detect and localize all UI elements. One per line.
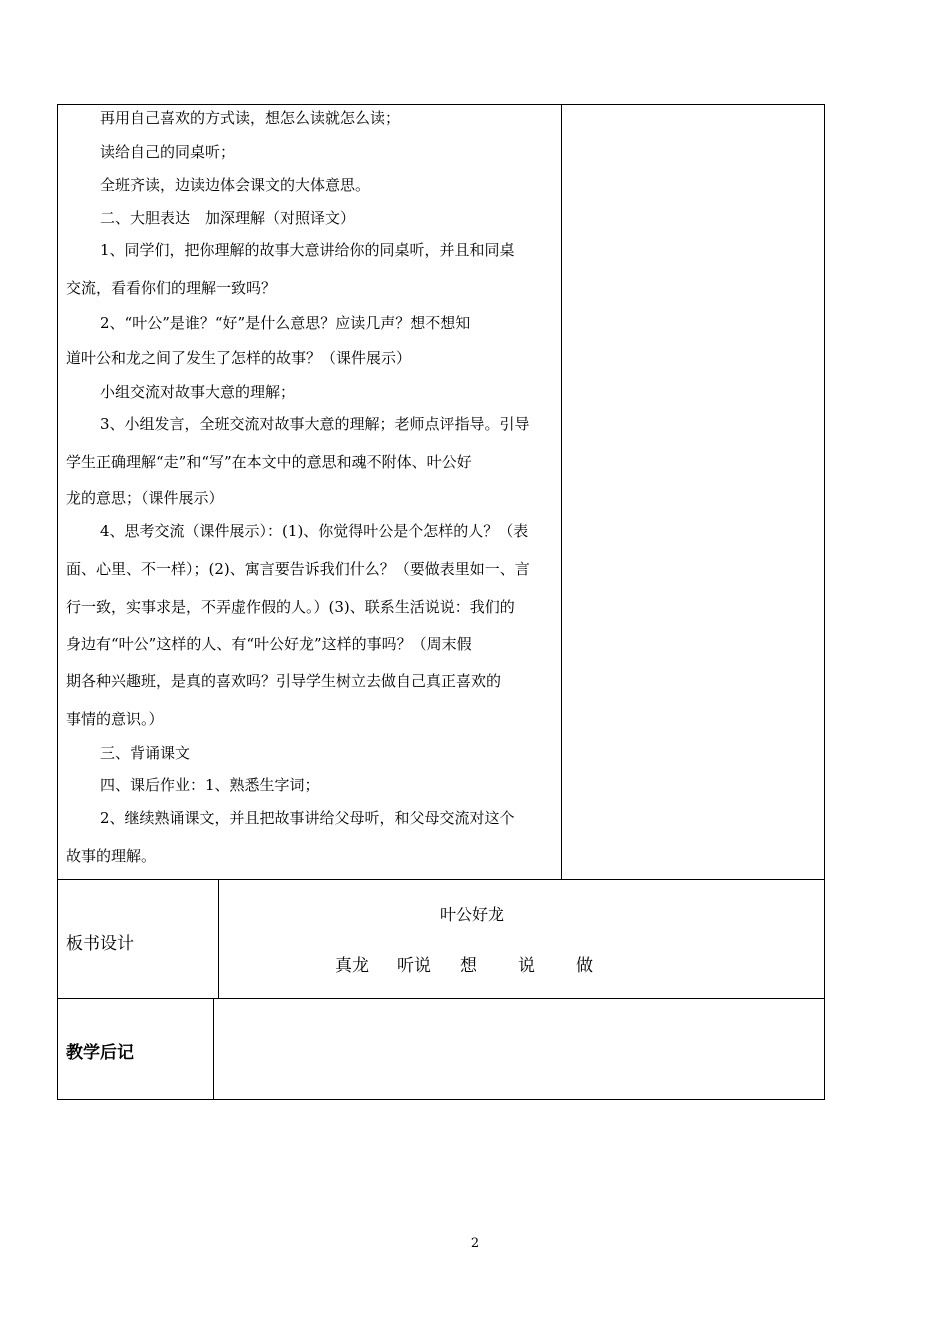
column-divider-postscript xyxy=(213,998,214,1099)
board-word: 说 xyxy=(518,956,535,976)
paragraph: 故事的理解。 xyxy=(66,847,157,865)
paragraph: 1、同学们，把你理解的故事大意讲给你的同桌听，并且和同桌 xyxy=(100,241,515,259)
postscript-label: 教学后记 xyxy=(66,1043,134,1063)
table-border-bottom xyxy=(57,1099,825,1100)
table-border-left xyxy=(57,104,58,1100)
paragraph: 龙的意思；（课件展示） xyxy=(66,489,224,507)
paragraph: 交流，看看你们的理解一致吗？ xyxy=(66,279,277,297)
page-number: 2 xyxy=(470,1236,480,1251)
board-word: 想 xyxy=(460,956,477,976)
paragraph: 事情的意识。） xyxy=(66,710,164,728)
paragraph: 四、课后作业：1、熟悉生字词； xyxy=(100,776,320,794)
paragraph: 学生正确理解“走”和“写”在本文中的意思和魂不附体、叶公好 xyxy=(66,453,472,471)
board-word: 真龙 xyxy=(335,956,369,976)
paragraph: 4、思考交流（课件展示）：(1)、你觉得叶公是个怎样的人？（表 xyxy=(100,522,529,540)
board-word: 听说 xyxy=(397,956,431,976)
table-border-right xyxy=(824,104,825,1100)
row-divider-2 xyxy=(57,998,825,999)
paragraph: 期各种兴趣班，是真的喜欢吗？引导学生树立去做自己真正喜欢的 xyxy=(66,672,502,690)
paragraph: 三、背诵课文 xyxy=(100,744,191,762)
paragraph: 再用自己喜欢的方式读，想怎么读就怎么读； xyxy=(100,109,401,127)
paragraph: 身边有“叶公”这样的人、有“叶公好龙”这样的事吗？（周末假 xyxy=(66,635,472,653)
column-divider-board xyxy=(218,879,219,998)
paragraph: 行一致，实事求是，不弄虚作假的人。）(3)、联系生活说说：我们的 xyxy=(66,598,515,616)
paragraph: 2、“叶公”是谁？“好”是什么意思？应读几声？想不想知 xyxy=(100,314,471,332)
board-design-title: 叶公好龙 xyxy=(440,905,505,924)
paragraph: 2、继续熟诵课文，并且把故事讲给父母听，和父母交流对这个 xyxy=(100,809,515,827)
paragraph: 面、心里、不一样）；(2)、寓言要告诉我们什么？（要做表里如一、言 xyxy=(66,560,530,578)
postscript-content xyxy=(222,1010,816,1090)
board-design-label: 板书设计 xyxy=(66,934,134,954)
table-border-top xyxy=(57,104,825,105)
row-divider-1 xyxy=(57,879,825,880)
paragraph: 全班齐读，边读边体会课文的大体意思。 xyxy=(100,176,371,194)
paragraph: 道叶公和龙之间了发生了怎样的故事？（课件展示） xyxy=(66,349,412,367)
board-word: 做 xyxy=(576,956,593,976)
column-divider-top xyxy=(561,104,562,880)
paragraph: 读给自己的同桌听； xyxy=(100,143,236,161)
paragraph: 二、大胆表达 加深理解（对照译文） xyxy=(100,209,356,227)
paragraph: 小组交流对故事大意的理解； xyxy=(100,383,296,401)
paragraph: 3、小组发言，全班交流对故事大意的理解；老师点评指导。引导 xyxy=(100,415,530,433)
